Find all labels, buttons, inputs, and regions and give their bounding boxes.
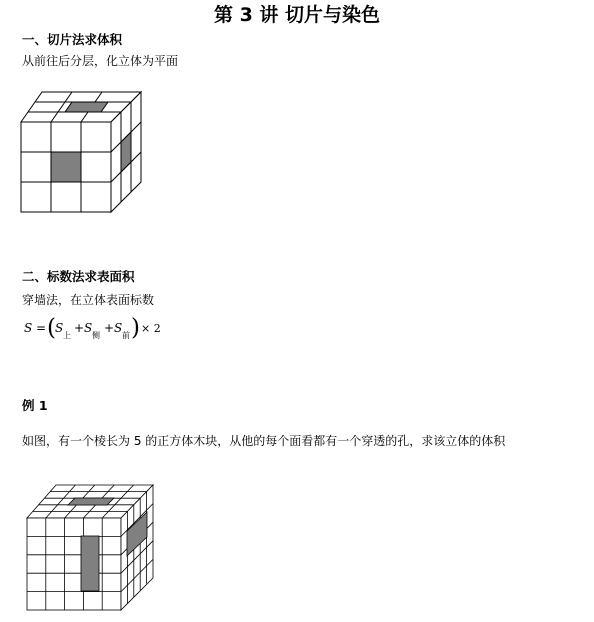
top-hole bbox=[65, 102, 108, 112]
formula-term-1: S bbox=[55, 321, 64, 335]
formula-term-3: S bbox=[114, 321, 123, 335]
formula-open-paren: ( bbox=[47, 315, 56, 341]
formula-lhs: S bbox=[24, 321, 33, 335]
front-hole bbox=[51, 152, 81, 182]
formula-sub-1: 上 bbox=[63, 331, 71, 340]
formula-plus-2: + bbox=[104, 321, 115, 335]
section-2-heading: 二、标数法求表面积 bbox=[22, 269, 135, 284]
cube-figure-3x3 bbox=[20, 90, 145, 215]
top-hole bbox=[68, 498, 114, 505]
example-1-text: 如图，有一个棱长为 5 的正方体木块，从他的每个面看都有一个穿透的孔，求该立体的体积 bbox=[22, 434, 506, 448]
section-1-heading: 一、切片法求体积 bbox=[22, 32, 123, 47]
section-1-text: 从前往后分层，化立体为平面 bbox=[22, 54, 179, 68]
example-1-heading: 例 1 bbox=[22, 398, 48, 413]
formula-eq: = bbox=[36, 321, 47, 335]
section-2-text: 穿墙法，在立体表面标数 bbox=[22, 293, 155, 307]
front-hole bbox=[81, 536, 99, 591]
cube-figure-5x5 bbox=[26, 484, 156, 614]
surface-area-formula bbox=[22, 314, 172, 344]
formula-times: × 2 bbox=[141, 322, 161, 335]
page-title: 第 3 讲 切片与染色 bbox=[213, 4, 381, 26]
formula-plus-1: + bbox=[74, 321, 85, 335]
formula-sub-3: 前 bbox=[122, 331, 130, 340]
formula-sub-2: 侧 bbox=[92, 331, 100, 340]
formula-term-2: S bbox=[84, 321, 93, 335]
formula-close-paren: ) bbox=[131, 315, 140, 341]
